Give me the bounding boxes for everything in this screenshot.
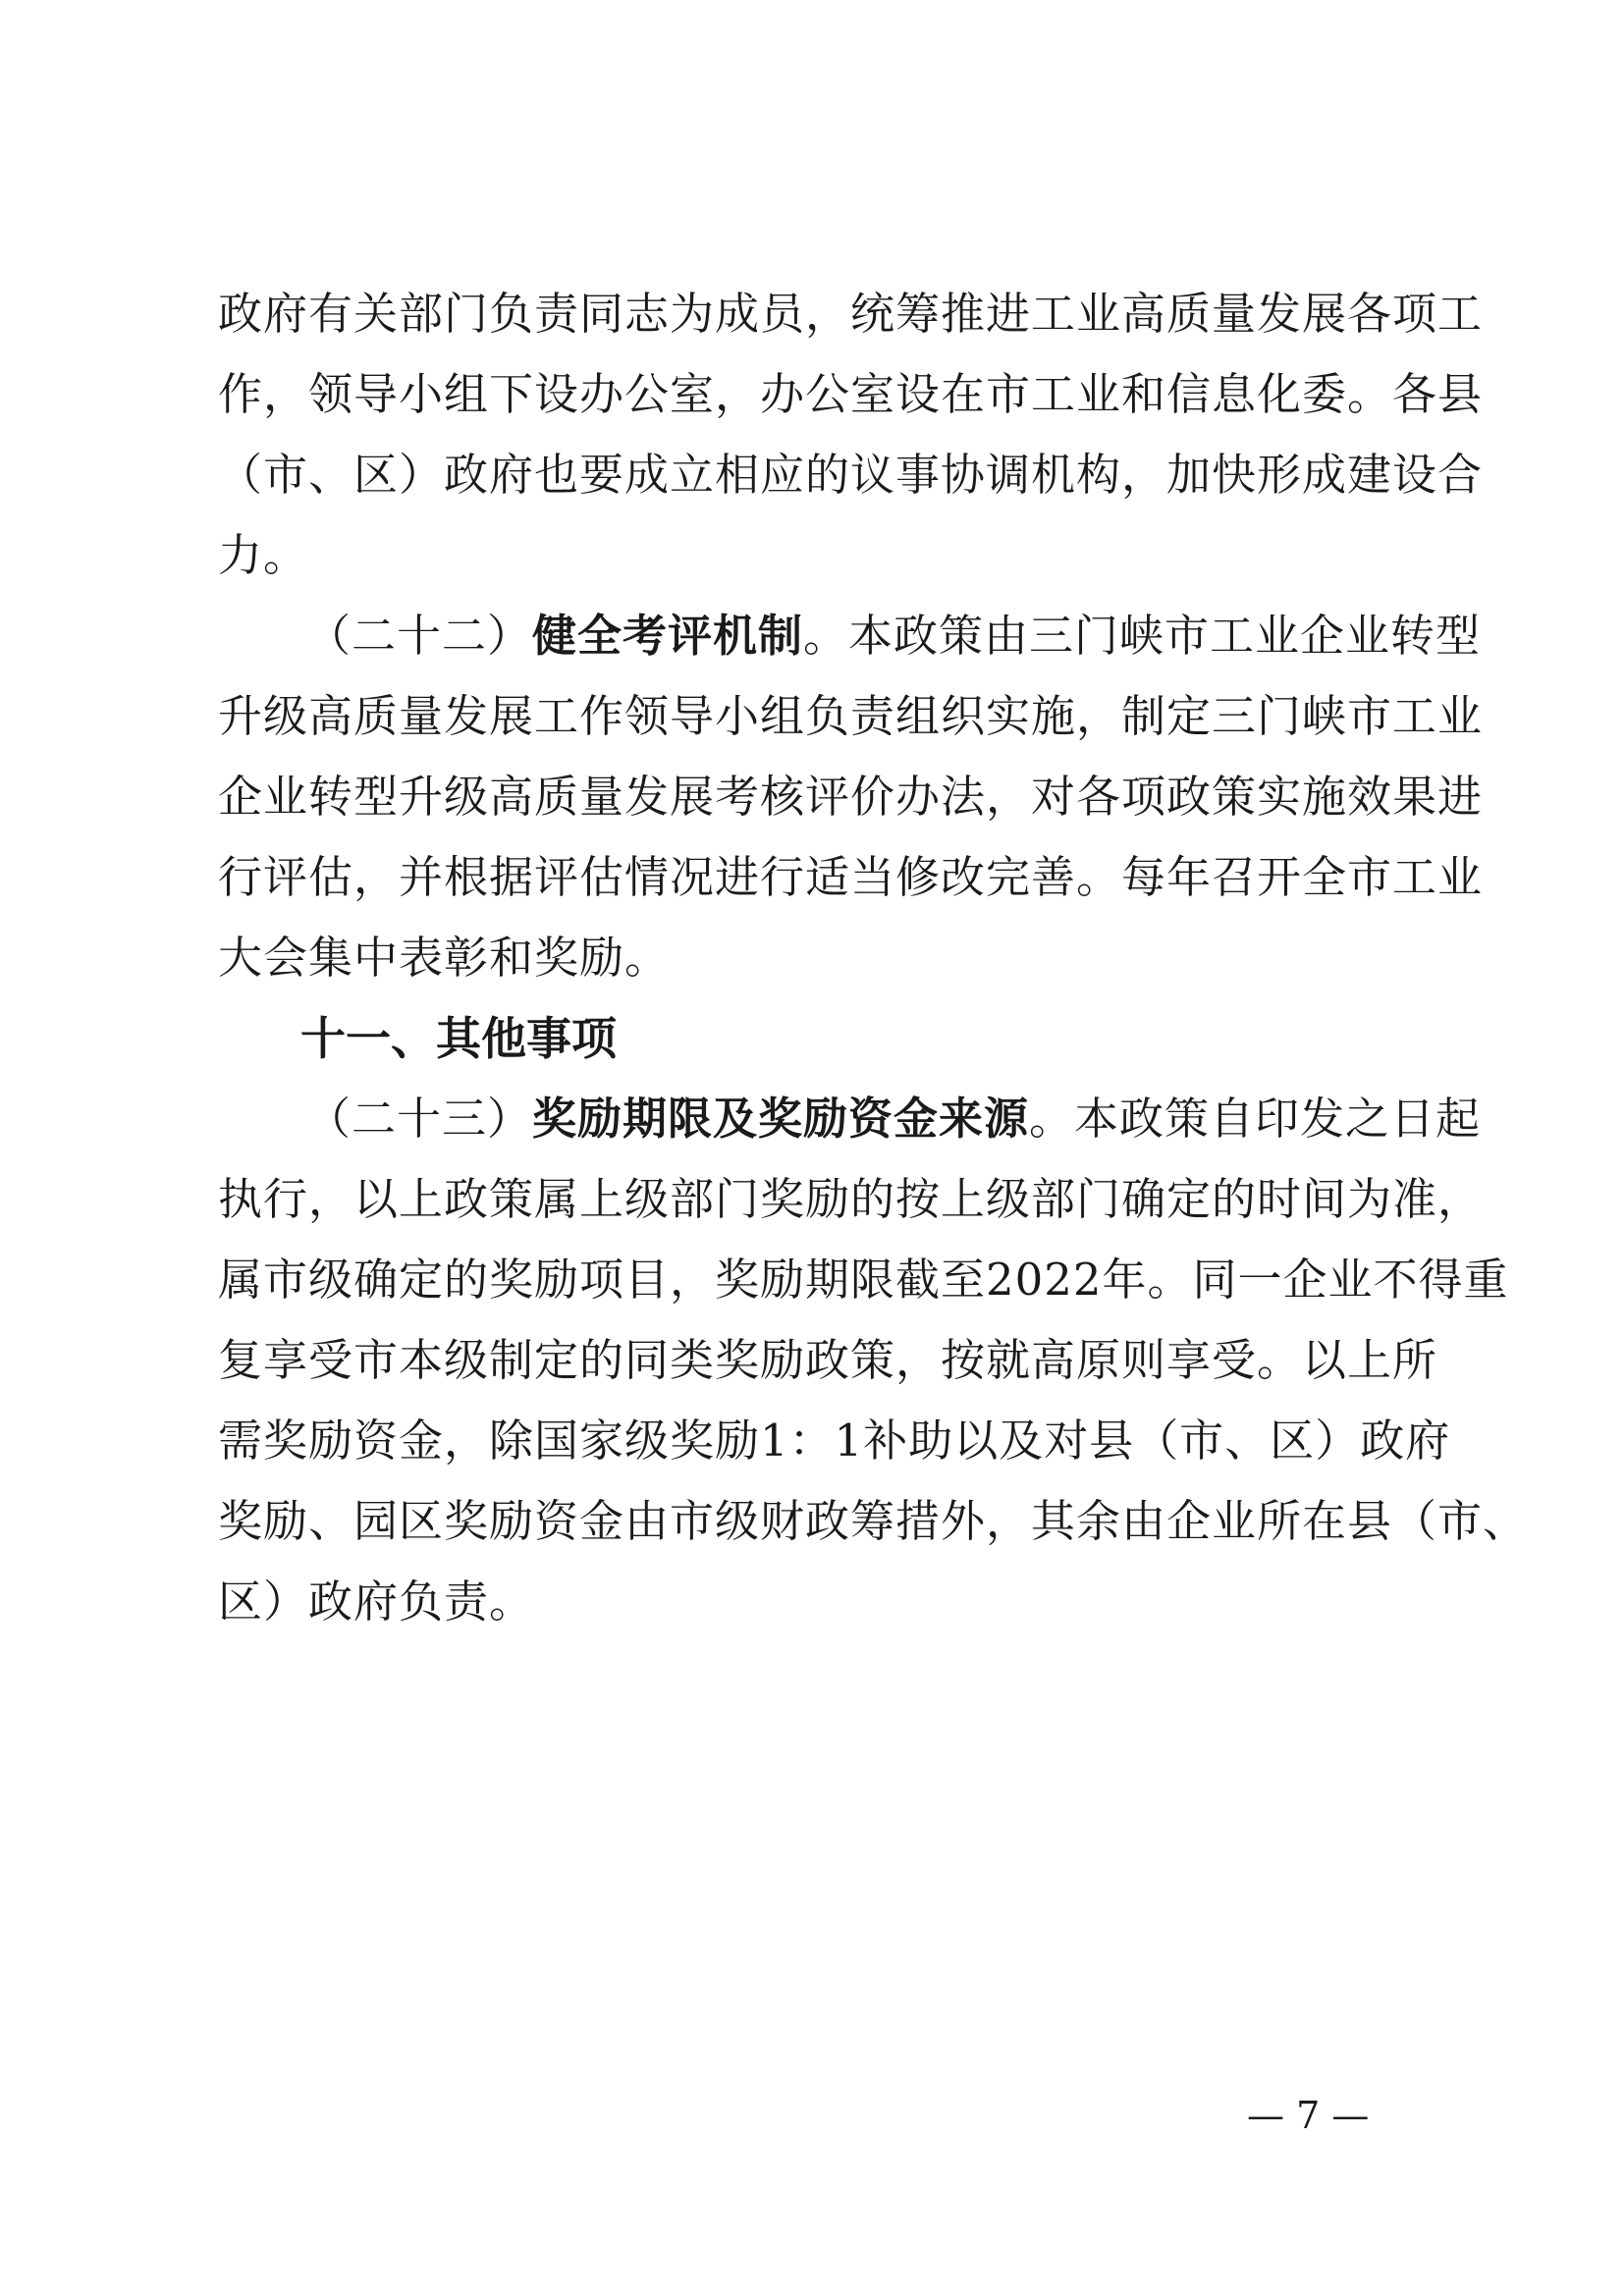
paragraph-2-label: （二十二） <box>306 610 533 662</box>
paragraph-1-line-4: 力。 <box>218 529 309 581</box>
paragraph-1-line-3: （市、区）政府也要成立相应的议事协调机构，加快形成建设合 <box>218 449 1484 501</box>
paragraph-3-line-5: 需奖励资金，除国家级奖励1：1补助以及对县（市、区）政府 <box>218 1415 1451 1467</box>
paragraph-2-line-4: 行评估，并根据评估情况进行适当修改完善。每年召开全市工业 <box>218 851 1484 903</box>
paragraph-1-line-1: 政府有关部门负责同志为成员，统筹推进工业高质量发展各项工 <box>218 288 1484 340</box>
section-heading: 十一、其他事项 <box>300 1012 617 1065</box>
paragraph-3-line-3: 属市级确定的奖励项目，奖励期限截至2022年。同一企业不得重 <box>218 1254 1509 1306</box>
paragraph-2-line-2: 升级高质量发展工作领导小组负责组织实施，制定三门峡市工业 <box>218 690 1484 742</box>
paragraph-3-label: （二十三） <box>306 1093 533 1145</box>
paragraph-3-line-1 <box>306 1080 1482 1158</box>
paragraph-3-title: 奖励期限及奖励资金来源 <box>532 1093 1030 1145</box>
paragraph-3-line-6: 奖励、园区奖励资金由市级财政筹措外，其余由企业所在县（市、 <box>218 1495 1529 1547</box>
paragraph-3-first-line-rest: 。本政策自印发之日起 <box>1029 1093 1482 1145</box>
paragraph-2-line-1 <box>306 597 1482 675</box>
paragraph-2-title: 健全考评机制 <box>532 610 804 662</box>
page-number: — 7 — <box>1247 2094 1370 2137</box>
paragraph-2-first-line-rest: 。本政策由三门峡市工业企业转型 <box>803 610 1482 662</box>
paragraph-2-line-5: 大会集中表彰和奖励。 <box>218 932 671 984</box>
paragraph-3-line-2: 执行，以上政策属上级部门奖励的按上级部门确定的时间为准， <box>218 1173 1484 1225</box>
paragraph-3-line-7: 区）政府负责。 <box>218 1575 535 1628</box>
paragraph-2-line-3: 企业转型升级高质量发展考核评价办法，对各项政策实施效果进 <box>218 771 1484 823</box>
paragraph-3-line-4: 复享受市本级制定的同类奖励政策，按就高原则享受。以上所 <box>218 1334 1438 1386</box>
paragraph-1-line-2: 作，领导小组下设办公室，办公室设在市工业和信息化委。各县 <box>218 368 1484 420</box>
